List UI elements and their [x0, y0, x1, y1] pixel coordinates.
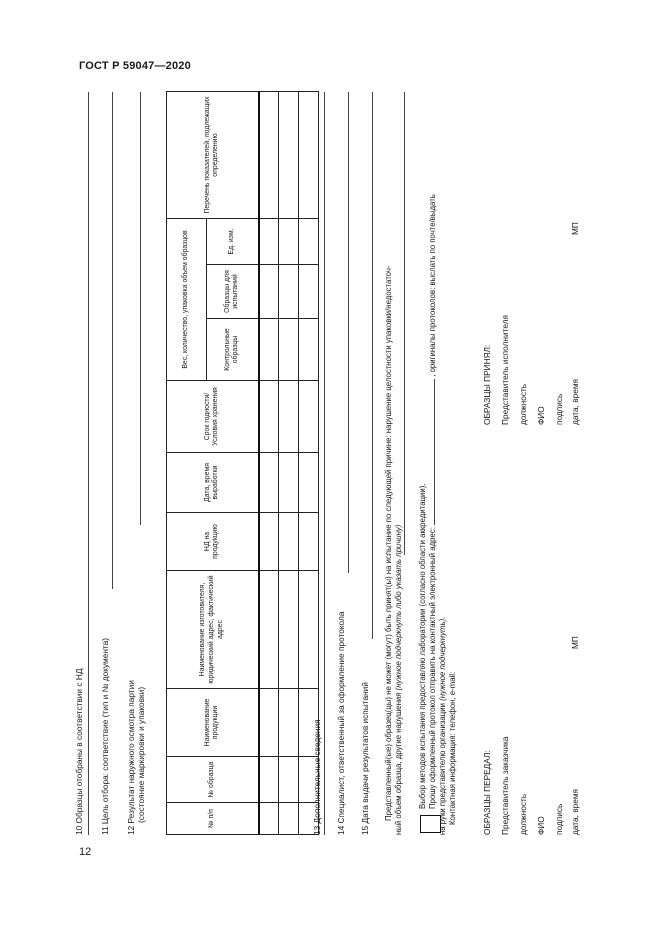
th-weight: Вес, количество, упаковка объем образцов — [167, 218, 207, 380]
handover-left-rep: Представитель заказчика — [500, 736, 510, 835]
th-weight-unit: Ед. изм. — [207, 218, 259, 264]
contact-info: Контактная информация: телефон, e-mail: — [448, 671, 457, 825]
option-handover-text: на руки представителю организации — [438, 703, 447, 835]
document-code: ГОСТ Р 59047—2020 — [79, 60, 191, 72]
option-email-text: Прошу оформленный протокол отправить на контактный электронный адрес: — [428, 527, 437, 809]
email-input-line[interactable] — [434, 379, 435, 525]
field-11-label: 11 Цель отбора: соответствие (тип и № документа) — [100, 637, 110, 835]
rejection-statement-line2 — [394, 525, 404, 835]
handover-right-datetime: дата, время — [570, 378, 580, 425]
table-row — [279, 91, 299, 834]
option-handover — [438, 617, 448, 835]
field-11-line — [112, 92, 113, 589]
field-13-label: 13 Дополнительные сведения — [312, 719, 322, 835]
rotated-form — [72, 92, 582, 835]
th-product: Наименование продукции — [167, 689, 259, 757]
rejection-statement-text: ный объем образца, другие нарушения — [394, 692, 403, 835]
option-methods: Выбор методов испытания предоставляю лаборатории (согласно области аккредитации). — [418, 483, 427, 809]
th-weight-control: Контрольные образцы — [207, 319, 259, 381]
field-12-line — [140, 92, 141, 525]
th-shelf: Срок годности/ Условия хранения — [167, 381, 259, 453]
page-number: 12 — [79, 846, 92, 858]
th-weight-test: Образцы для испытаний — [207, 265, 259, 319]
handover-right-title: ОБРАЗЦЫ ПРИНЯЛ: — [482, 344, 492, 425]
field-10-line — [88, 92, 89, 835]
handover-left-datetime: дата, время — [570, 788, 580, 835]
th-sample-num: № образца — [167, 757, 259, 803]
field-12-sublabel: (состояние маркировки и упаковки) — [136, 686, 146, 823]
handover-right-position: должность — [518, 383, 528, 425]
option-email-originals: , оригиналы протоколов: выслать по почте/выдать — [428, 194, 437, 377]
field-15-label: 15 Дата выдачи результатов испытаний — [360, 682, 370, 835]
handover-right-signature: подпись — [554, 393, 564, 425]
option-handover-note: (нужное подчеркнуть). — [438, 616, 447, 701]
field-14-line — [348, 92, 349, 573]
rejection-statement-line1: Представленный(ые) образец(цы) не может (могут) быть принят(ы) на испытание по следующей причине: нарушение целостности упаковки/недостаточ- — [384, 265, 393, 821]
handover-right-stamp: МП — [570, 222, 580, 235]
rejection-statement-note: (нужное подчеркнуть либо указать причину) — [394, 524, 403, 691]
rejection-reason-line — [404, 92, 405, 555]
table-row — [259, 91, 279, 834]
samples-table — [166, 91, 319, 835]
handover-left-signature: подпись — [554, 803, 564, 835]
th-indicators: Перечень показателей, подлежащих определению — [167, 91, 259, 218]
field-15-line — [372, 92, 373, 639]
handover-left-position: должность — [518, 793, 528, 835]
th-manufacturer: Наименование изготовителя, юридический адрес, фактический адрес — [167, 571, 259, 689]
th-nd: НД на продукцию — [167, 513, 259, 571]
handover-right-name: ФИО — [536, 406, 546, 425]
th-date: Дата, время выработки — [167, 453, 259, 513]
field-12-label: 12 Результат наружного осмотра партии — [126, 680, 136, 835]
field-14-label: 14 Специалист, ответственный за оформление протокола — [336, 611, 346, 835]
field-13-line — [324, 92, 325, 835]
th-num: № п/п — [167, 803, 259, 835]
handover-left-stamp: МП — [570, 636, 580, 649]
handover-left-name: ФИО — [536, 816, 546, 835]
field-10-label: 10 Образцы отобраны в соответствии с НД — [74, 668, 84, 835]
handover-right-rep: Представитель исполнителя — [500, 314, 510, 425]
option-email — [428, 194, 438, 809]
handover-left-title: ОБРАЗЦЫ ПЕРЕДАЛ: — [482, 750, 492, 835]
